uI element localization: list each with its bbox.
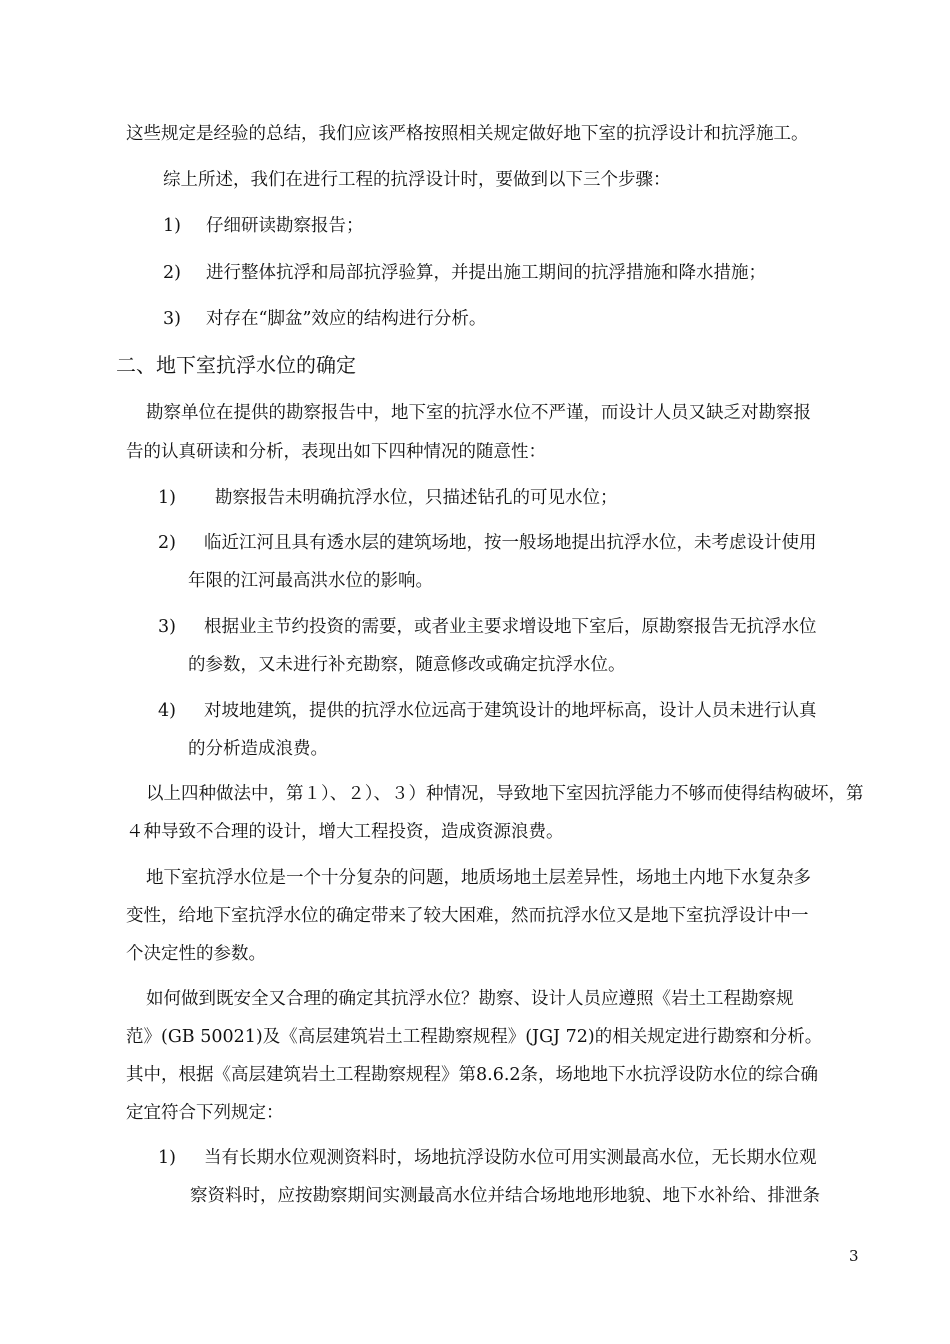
paragraph-line: 变性，给地下室抗浮水位的确定带来了较大困难，然而抗浮水位又是地下室抗浮设计中一: [126, 906, 809, 926]
paragraph-line: 如何做到既安全又合理的确定其抗浮水位？勘察、设计人员应遵照《岩土工程勘察规: [146, 989, 794, 1009]
list-text: 当有长期水位观测资料时，场地抗浮设防水位可用实测最高水位，无长期水位观: [204, 1148, 817, 1168]
list-number: 1): [158, 1148, 176, 1168]
list-item: [158, 699, 817, 723]
list-item: [163, 307, 487, 331]
list-text: 对坡地建筑，提供的抗浮水位远高于建筑设计的地坪标高，设计人员未进行认真: [204, 701, 817, 721]
paragraph-line: 这些规定是经验的总结，我们应该严格按照相关规定做好地下室的抗浮设计和抗浮施工。: [126, 124, 809, 144]
list-item: [163, 214, 364, 238]
paragraph-line: ４种导致不合理的设计，增大工程投资，造成资源浪费。: [126, 822, 564, 842]
list-text: 进行整体抗浮和局部抗浮验算，并提出施工期间的抗浮措施和降水措施；: [206, 263, 766, 283]
list-number: 4): [158, 701, 176, 721]
list-number: 2): [158, 533, 176, 553]
list-item: [163, 261, 766, 285]
list-text: 临近江河且具有透水层的建筑场地，按一般场地提出抗浮水位，未考虑设计使用: [204, 533, 817, 553]
list-item: [158, 1146, 817, 1170]
paragraph-line: 综上所述，我们在进行工程的抗浮设计时，要做到以下三个步骤：: [163, 170, 671, 190]
list-text: 根据业主节约投资的需要，或者业主要求增设地下室后，原勘察报告无抗浮水位: [204, 617, 817, 637]
paragraph-line: 个决定性的参数。: [126, 944, 266, 964]
list-item: [158, 486, 618, 510]
paragraph-line: 地下室抗浮水位是一个十分复杂的问题，地质场地土层差异性，场地土内地下水复杂多: [146, 868, 811, 888]
paragraph-line: 范》(GB 50021)及《高层建筑岩土工程勘察规程》(JGJ 72)的相关规定进行勘察和分析。: [126, 1027, 823, 1047]
paragraph-line: 以上四种做法中，第１）、２）、３）种情况，导致地下室因抗浮能力不够而使得结构破坏，第: [146, 784, 864, 804]
list-number: 2): [163, 263, 181, 283]
paragraph-line: 勘察单位在提供的勘察报告中，地下室的抗浮水位不严谨，而设计人员又缺乏对勘察报: [146, 403, 811, 423]
list-text: 仔细研读勘察报告；: [206, 216, 364, 236]
paragraph-line: 的参数，又未进行补充勘察，随意修改或确定抗浮水位。: [188, 655, 626, 675]
list-number: 1): [158, 488, 176, 508]
list-text: 对存在“脚盆”效应的结构进行分析。: [206, 309, 487, 329]
list-item: [158, 531, 817, 555]
page-number: 3: [849, 1247, 859, 1265]
list-text: 勘察报告未明确抗浮水位，只描述钻孔的可见水位；: [215, 488, 618, 508]
list-item: [158, 615, 817, 639]
paragraph-line: 告的认真研读和分析，表现出如下四种情况的随意性：: [126, 442, 546, 462]
paragraph-line: 定宜符合下列规定：: [126, 1103, 284, 1123]
list-number: 1): [163, 216, 181, 236]
paragraph-line: 其中，根据《高层建筑岩土工程勘察规程》第8.6.2条，场地地下水抗浮设防水位的综合确: [126, 1065, 819, 1085]
list-number: 3): [158, 617, 176, 637]
section-heading: 二、地下室抗浮水位的确定: [116, 353, 356, 377]
paragraph-line: 年限的江河最高洪水位的影响。: [188, 571, 433, 591]
list-number: 3): [163, 309, 181, 329]
paragraph-line: 察资料时，应按勘察期间实测最高水位并结合场地地形地貌、地下水补给、排泄条: [190, 1186, 820, 1206]
paragraph-line: 的分析造成浪费。: [188, 739, 328, 759]
